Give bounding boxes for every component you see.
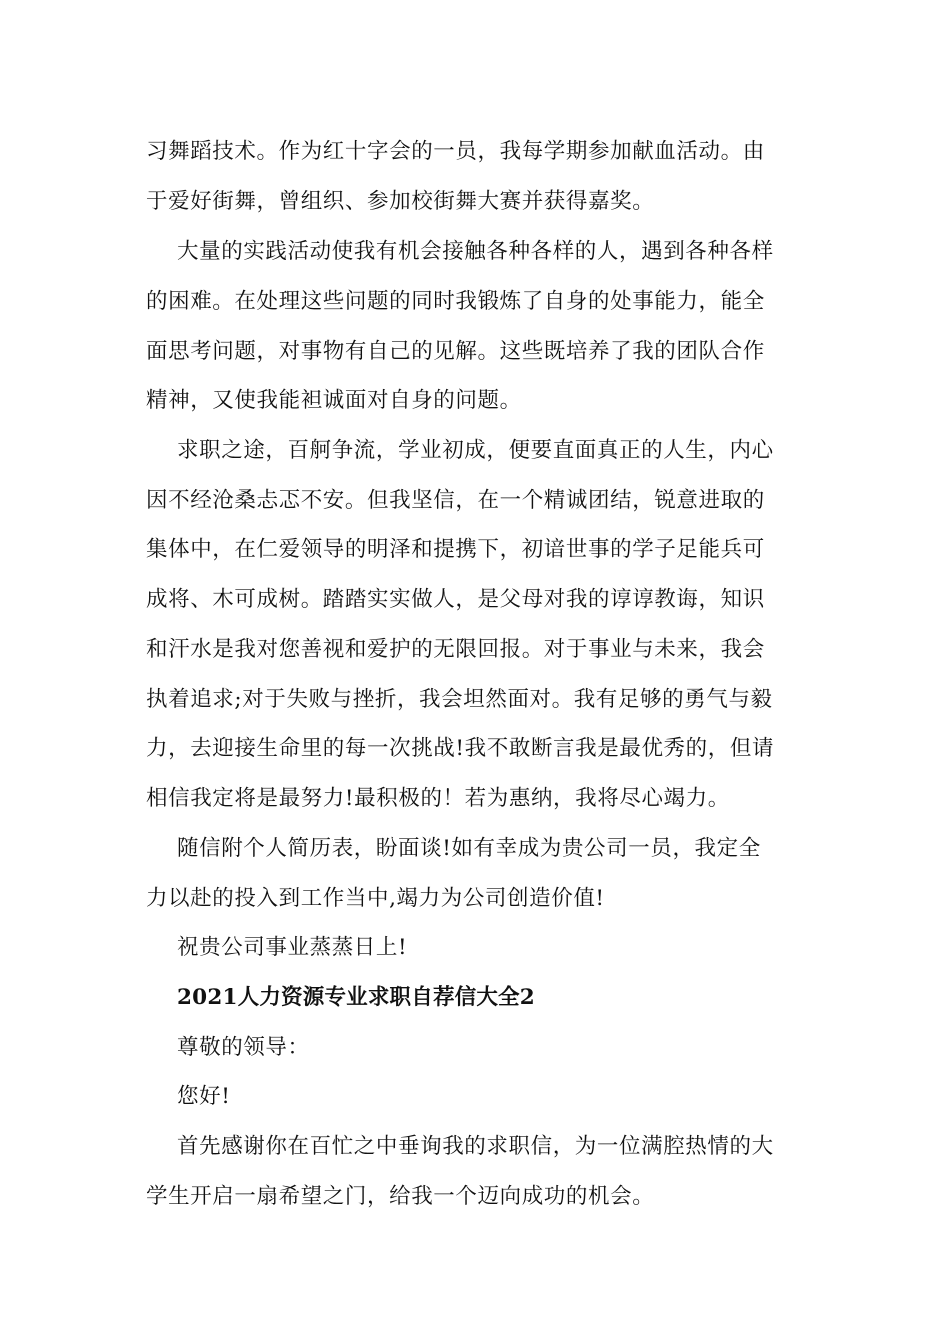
- text-line: 因不经沧桑忐忑不安。但我坚信，在一个精诚团结，锐意进取的: [146, 488, 765, 513]
- text-line: 集体中，在仁爱领导的明泽和提携下，初谙世事的学子足能兵可: [146, 537, 765, 562]
- text-line: 的困难。在处理这些问题的同时我锻炼了自身的处事能力，能全: [146, 289, 765, 314]
- text-line: 相信我定将是最努力!最积极的！若为惠纳，我将尽心竭力。: [146, 786, 730, 811]
- text-line: 和汗水是我对您善视和爱护的无限回报。对于事业与未来，我会: [146, 637, 765, 662]
- text-line: 习舞蹈技术。作为红十字会的一员，我每学期参加献血活动。由: [146, 139, 765, 164]
- paragraph-first-line: 大量的实践活动使我有机会接触各种各样的人，遇到各种各样: [177, 239, 774, 264]
- text-line: 力，去迎接生命里的每一次挑战!我不敢断言我是最优秀的，但请: [146, 736, 775, 761]
- greeting: 您好!: [177, 1084, 231, 1109]
- text-line: 学生开启一扇希望之门，给我一个迈向成功的机会。: [146, 1184, 655, 1209]
- closing-wish: 祝贵公司事业蒸蒸日上!: [177, 935, 408, 960]
- paragraph-first-line: 求职之途，百舸争流，学业初成，便要直面真正的人生，内心: [177, 438, 774, 463]
- text-line: 精神，又使我能袒诚面对自身的问题。: [146, 388, 522, 413]
- section-heading: 2021人力资源专业求职自荐信大全2: [177, 985, 535, 1010]
- paragraph-first-line: 随信附个人简历表，盼面谈!如有幸成为贵公司一员，我定全: [177, 836, 761, 861]
- paragraph-first-line: 首先感谢你在百忙之中垂询我的求职信，为一位满腔热情的大: [177, 1134, 774, 1159]
- text-line: 面思考问题，对事物有自己的见解。这些既培养了我的团队合作: [146, 339, 765, 364]
- salutation: 尊敬的领导：: [177, 1035, 310, 1060]
- text-line: 执着追求;对于失败与挫折，我会坦然面对。我有足够的勇气与毅: [146, 687, 773, 712]
- text-line: 力以赴的投入到工作当中,竭力为公司创造价值!: [146, 886, 605, 911]
- text-line: 成将、木可成树。踏踏实实做人，是父母对我的谆谆教诲，知识: [146, 587, 765, 612]
- text-line: 于爱好街舞，曾组织、参加校街舞大赛并获得嘉奖。: [146, 189, 655, 214]
